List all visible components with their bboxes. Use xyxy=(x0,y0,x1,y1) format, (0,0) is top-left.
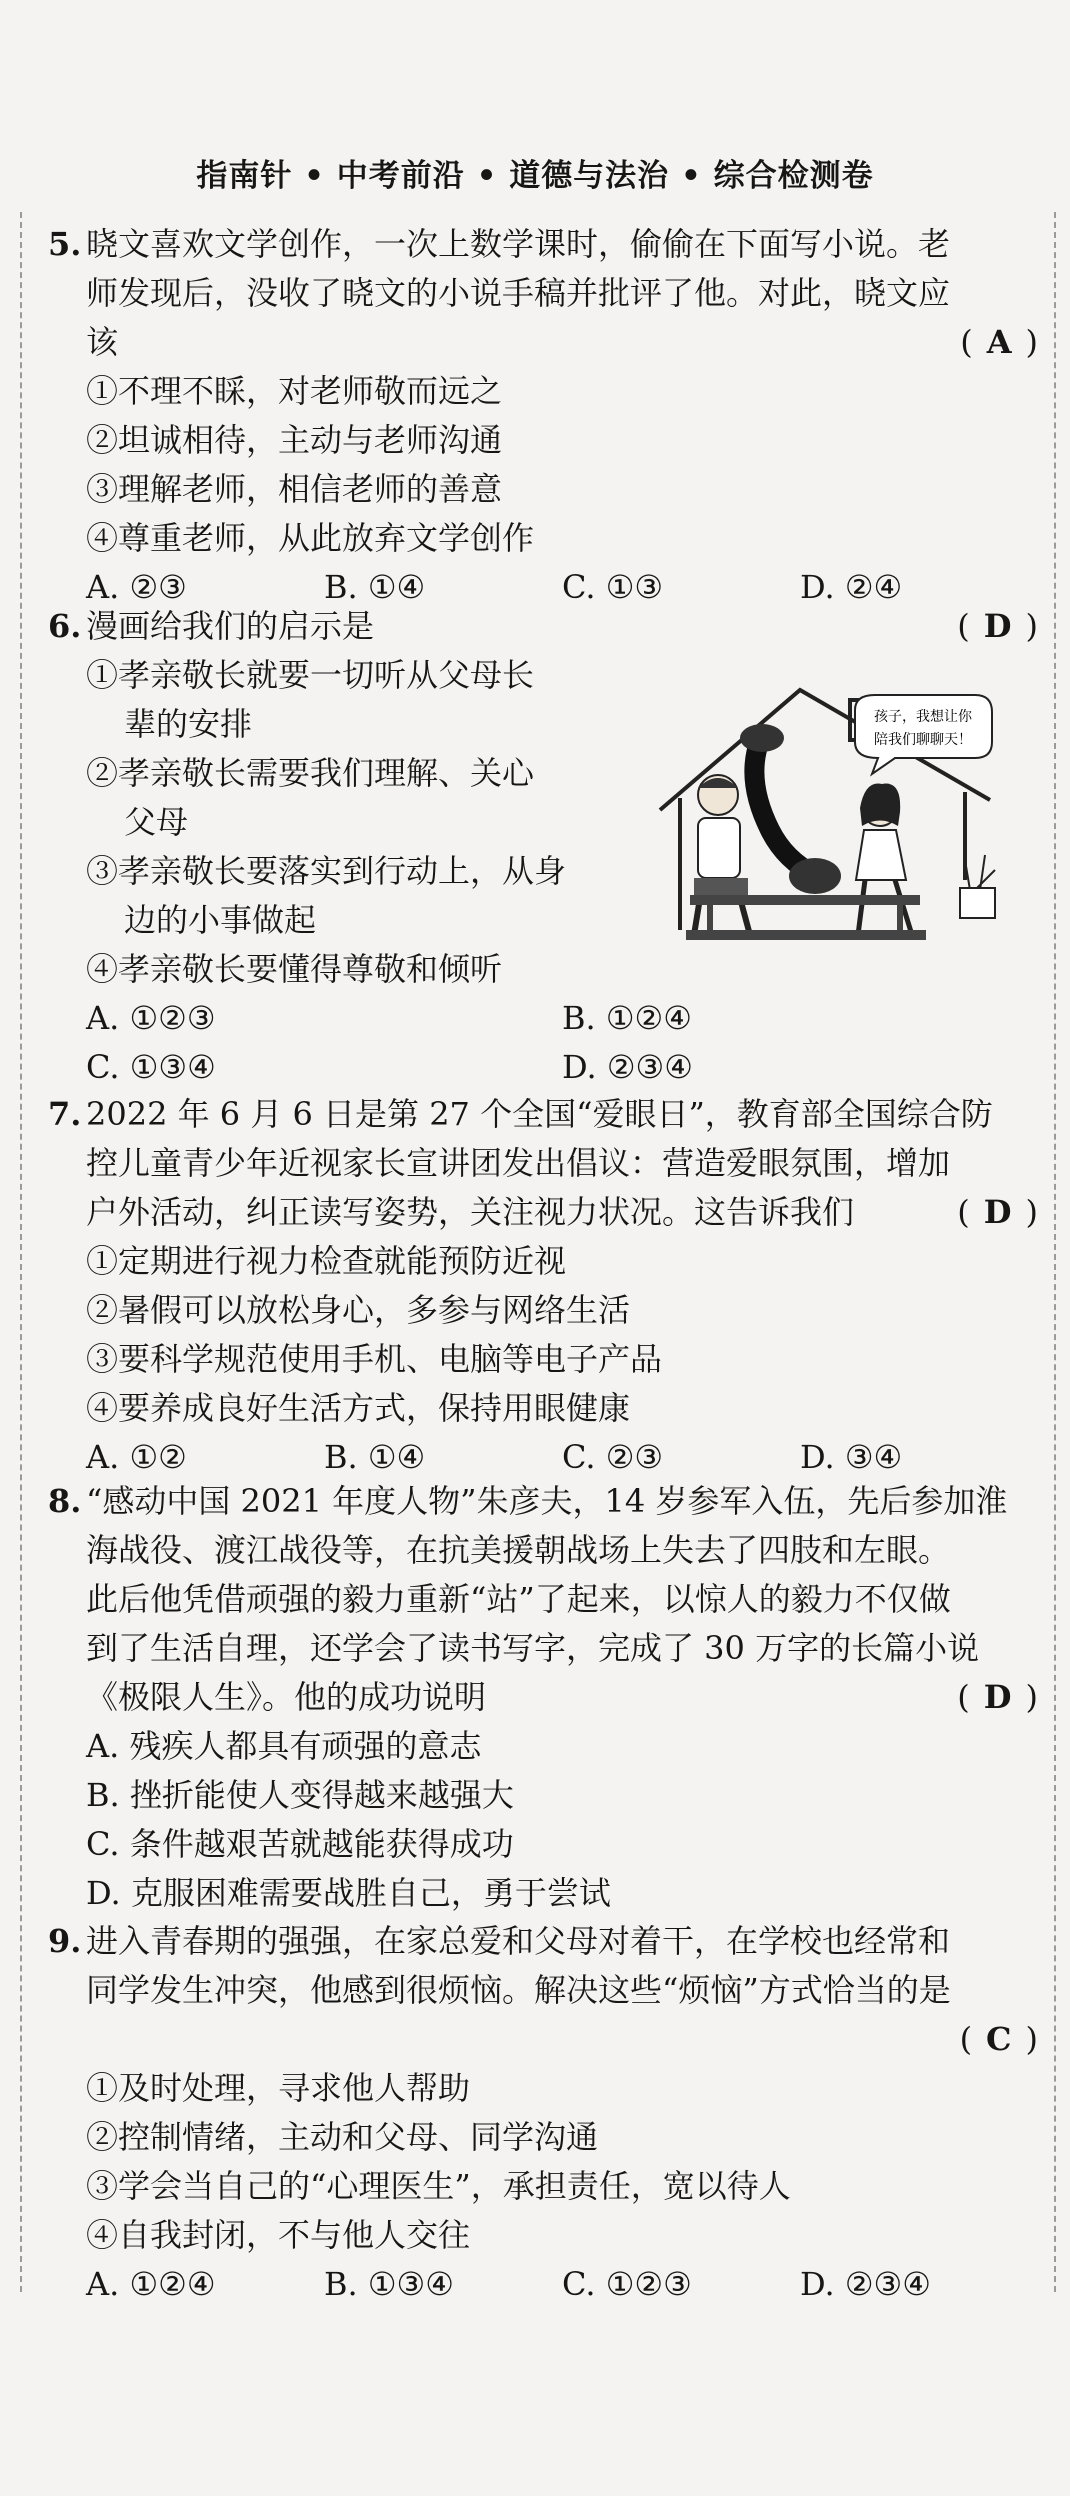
choice-b: B. ①④ xyxy=(324,568,426,606)
statement-item: ①定期进行视力检查就能预防近视 xyxy=(86,1242,567,1280)
statement-item: ③学会当自己的“心理医生”，承担责任，宽以待人 xyxy=(86,2167,791,2205)
statement-item: ②坦诚相待，主动与老师沟通 xyxy=(86,421,503,459)
question-stem-line: 师发现后，没收了晓文的小说手稿并批评了他。对此，晓文应 xyxy=(86,274,951,312)
svg-text:陪我们聊聊天！: 陪我们聊聊天！ xyxy=(874,732,972,748)
question-stem-line: 6. 漫画给我们的启示是 ( D ) xyxy=(48,602,1038,651)
choice-b: B. ①③④ xyxy=(324,2265,454,2303)
statement-item: ④尊重老师，从此放弃文学创作 xyxy=(86,519,535,557)
choice-d: D. ②③④ xyxy=(562,1048,693,1086)
telephone-handset xyxy=(740,724,841,894)
answer-bracket: ( D ) xyxy=(957,1188,1038,1237)
answer-bracket: ( A ) xyxy=(960,318,1038,367)
answer-letter: C xyxy=(986,2020,1012,2058)
statement-item: ②暑假可以放松身心，多参与网络生活 xyxy=(86,1291,631,1329)
choice-c: C. ①③ xyxy=(562,568,664,606)
question-stem-line: 8. “感动中国 2021 年度人物”朱彦夫，14 岁参军入伍，先后参加淮 xyxy=(48,1477,1038,1526)
statement-item-cont: 辈的安排 xyxy=(124,705,253,743)
question-number: 9. xyxy=(48,1922,82,1960)
choice-a: A. ①② xyxy=(86,1438,187,1476)
choice-d: D. 克服困难需要战胜自己，勇于尝试 xyxy=(86,1874,611,1912)
choice-a: A. ①②④ xyxy=(86,2265,216,2303)
statement-item: ③孝亲敬长要落实到行动上，从身 xyxy=(86,852,567,890)
question-number: 6. xyxy=(48,607,82,645)
choice-d: D. ②④ xyxy=(800,568,903,606)
answer-letter: D xyxy=(983,1678,1012,1716)
page-header: 指南针 • 中考前沿 • 道德与法治 • 综合检测卷 xyxy=(196,158,874,194)
choice-b: B. 挫折能使人变得越来越强大 xyxy=(86,1776,514,1814)
question-number: 7. xyxy=(48,1095,82,1133)
choice-options xyxy=(48,994,1038,1043)
choice-a: A. ①②③ xyxy=(86,999,216,1037)
father-figure xyxy=(694,775,750,935)
plant-decoration xyxy=(960,855,995,918)
choice-b: B. ①④ xyxy=(324,1438,426,1476)
question-stem-line: 同学发生冲突，他感到很烦恼。解决这些“烦恼”方式恰当的是 xyxy=(86,1971,951,2009)
choice-c: C. ①③④ xyxy=(86,1048,216,1086)
statement-item-cont: 父母 xyxy=(124,803,189,841)
choice-d: D. ②③④ xyxy=(800,2265,931,2303)
mother-figure xyxy=(856,784,912,936)
choice-a: A. ②③ xyxy=(86,568,187,606)
question-7 xyxy=(48,1090,1038,1482)
question-9 xyxy=(48,1917,1038,2309)
question-stem-line: 户外活动，纠正读写姿势，关注视力状况。这告诉我们 ( D ) xyxy=(48,1188,1038,1237)
statement-item: ④要养成良好生活方式，保持用眼健康 xyxy=(86,1389,631,1427)
question-stem-line: 7. 2022 年 6 月 6 日是第 27 个全国“爱眼日”，教育部全国综合防 xyxy=(48,1090,1038,1139)
question-stem-line: 到了生活自理，还学会了读书写字，完成了 30 万字的长篇小说 xyxy=(86,1629,980,1667)
question-number: 5. xyxy=(48,225,82,263)
choice-options xyxy=(48,1433,1038,1482)
question-stem-line: 9. 进入青春期的强强，在家总爱和父母对着干，在学校也经常和 xyxy=(48,1917,1038,1966)
svg-text:孩子，我想让你: 孩子，我想让你 xyxy=(874,709,972,725)
statement-item-cont: 边的小事做起 xyxy=(124,901,317,939)
statement-item: ②孝亲敬长需要我们理解、关心 xyxy=(86,754,535,792)
choice-c: C. ①②③ xyxy=(562,2265,692,2303)
question-5 xyxy=(48,220,1038,612)
question-stem-line: 《极限人生》。他的成功说明 ( D ) xyxy=(48,1673,1038,1722)
question-stem-line: 该 ( A ) xyxy=(48,318,1038,367)
question-stem-line: 控儿童青少年近视家长宣讲团发出倡议：营造爱眼氛围，增加 xyxy=(86,1144,951,1182)
question-stem-line: 5. 晓文喜欢文学创作，一次上数学课时，偷偷在下面写小说。老 xyxy=(48,220,1038,269)
answer-line xyxy=(48,2015,1038,2064)
statement-item: ①不理不睬，对老师敬而远之 xyxy=(86,372,503,410)
choice-d: D. ③④ xyxy=(800,1438,903,1476)
question-stem-line: 海战役、渡江战役等，在抗美援朝战场上失去了四肢和左眼。 xyxy=(86,1531,951,1569)
choice-options xyxy=(48,2260,1038,2309)
left-dashed-rule xyxy=(20,212,22,2292)
answer-letter: D xyxy=(983,1193,1012,1231)
answer-letter: D xyxy=(983,607,1012,645)
right-dashed-rule xyxy=(1054,212,1056,2292)
statement-item: ③理解老师，相信老师的善意 xyxy=(86,470,503,508)
question-number: 8. xyxy=(48,1482,82,1520)
statement-item: ④自我封闭，不与他人交往 xyxy=(86,2216,471,2254)
choice-a: A. 残疾人都具有顽强的意志 xyxy=(86,1727,482,1765)
choice-c: C. ②③ xyxy=(562,1438,664,1476)
statement-item: ①及时处理，寻求他人帮助 xyxy=(86,2069,471,2107)
question-8 xyxy=(48,1477,1038,1918)
statement-item: ③要科学规范使用手机、电脑等电子产品 xyxy=(86,1340,663,1378)
statement-item: ④孝亲敬长要懂得尊敬和倾听 xyxy=(86,950,503,988)
choice-b: B. ①②④ xyxy=(562,999,692,1037)
cartoon-illustration xyxy=(650,680,1020,960)
question-stem-line: 此后他凭借顽强的毅力重新“站”了起来，以惊人的毅力不仅做 xyxy=(86,1580,951,1618)
bench xyxy=(686,895,926,940)
choice-c: C. 条件越艰苦就越能获得成功 xyxy=(86,1825,514,1863)
statement-item: ②控制情绪，主动和父母、同学沟通 xyxy=(86,2118,599,2156)
answer-letter: A xyxy=(986,323,1012,361)
answer-bracket: ( D ) xyxy=(957,1673,1038,1722)
answer-bracket: ( D ) xyxy=(957,602,1038,651)
statement-item: ①孝亲敬长就要一切听从父母长 xyxy=(86,656,535,694)
answer-bracket: ( C ) xyxy=(960,2015,1038,2064)
choice-options xyxy=(48,1043,1038,1092)
